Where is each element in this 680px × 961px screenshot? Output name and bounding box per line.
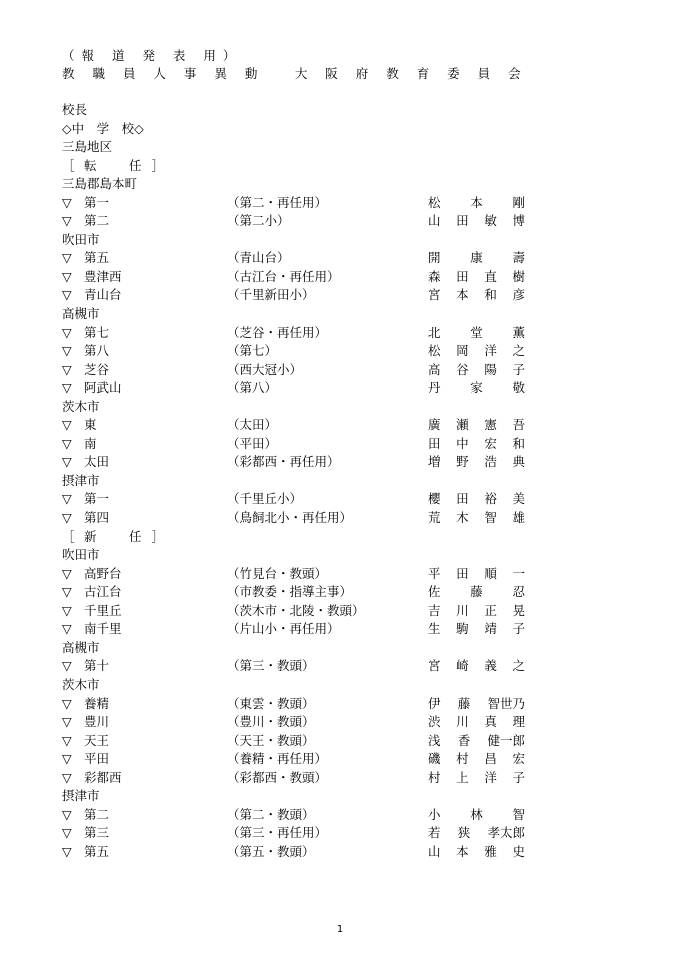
person-name: 宮 崎 義 之 [428,658,525,674]
person-name: 丹 家 敬 [428,380,525,396]
school-name: 第七 [84,324,110,340]
school-name: 第三 [84,825,110,841]
previous-post: （茨木市・北陵・教頭） [227,602,365,618]
previous-post: （第三・再任用） [227,825,328,841]
school-name: 千里丘 [84,602,122,618]
school-name: 第一 [84,491,110,507]
triangle-bullet-icon: ▽ [62,584,72,600]
person-name: 廣 瀬 憲 吾 [428,417,525,433]
section-heading: 三島郡島本町 [62,176,138,192]
person-name: 伊 藤 智世乃 [428,695,525,711]
previous-post: （第七） [227,343,278,359]
school-name: 第二 [84,806,110,822]
person-name: 増 野 浩 典 [428,454,525,470]
school-name: 東 [84,417,97,433]
triangle-bullet-icon: ▽ [62,324,72,340]
person-name: 若 狭 孝太郎 [428,825,525,841]
person-name: 森 田 直 樹 [428,268,525,284]
bracket-open: ［ [62,528,75,544]
triangle-bullet-icon: ▽ [62,380,72,396]
previous-post: （千里丘小） [227,491,303,507]
triangle-bullet-icon: ▽ [62,732,72,748]
section-heading: ◇中 学 校◇ [62,120,144,136]
school-name: 第十 [84,658,110,674]
triangle-bullet-icon: ▽ [62,565,72,581]
person-name: 平 田 順 一 [428,565,525,581]
section-heading: 吹田市 [62,547,100,563]
person-name: 佐 藤 忍 [428,584,525,600]
bracket-close: ］ [151,157,165,173]
document-title: 教 職 員 人 事 異 動 大 阪 府 教 育 委 員 会 [62,66,528,81]
personnel-row [62,657,532,676]
previous-post: （芝谷・再任用） [227,324,328,340]
category-label: 新 任 [84,528,152,544]
school-name: 第五 [84,250,110,266]
person-name: 松 本 剛 [428,194,525,210]
personnel-row [62,490,532,509]
personnel-list [62,101,532,861]
previous-post: （第五・教頭） [227,843,315,859]
school-name: 青山台 [84,287,122,303]
section-heading: 吹田市 [62,231,100,247]
personnel-row [62,806,532,825]
category-label: 転 任 [84,157,152,173]
previous-post: （第二・再任用） [227,194,328,210]
previous-post: （豊川・教頭） [227,714,315,730]
person-name: 生 駒 靖 子 [428,621,525,637]
triangle-bullet-icon: ▽ [62,454,72,470]
previous-post: （平田） [227,435,278,451]
category-heading [62,528,532,547]
previous-post: （東雲・教頭） [227,695,315,711]
personnel-row [62,713,532,732]
personnel-row [62,602,532,621]
school-name: 第一 [84,194,110,210]
school-name: 平田 [84,751,110,767]
section-heading: 摂津市 [62,472,100,488]
section-heading: 高槻市 [62,639,100,655]
personnel-row [62,416,532,435]
previous-post: （第二・教頭） [227,806,315,822]
previous-post: （彩都西・再任用） [227,454,340,470]
triangle-bullet-icon: ▽ [62,843,72,859]
person-name: 村 上 洋 子 [428,769,525,785]
person-name: 高 谷 陽 子 [428,361,525,377]
previous-post: （青山台） [227,250,290,266]
person-name: 浅 香 健一郎 [428,732,525,748]
school-name: 古江台 [84,584,122,600]
previous-post: （鳥飼北小・再任用） [227,510,353,526]
previous-post: （古江台・再任用） [227,268,340,284]
triangle-bullet-icon: ▽ [62,510,72,526]
personnel-row [62,268,532,287]
personnel-row [62,361,532,380]
personnel-row [62,342,532,361]
person-name: 吉 川 正 晃 [428,602,525,618]
personnel-row [62,324,532,343]
person-name: 山 本 雅 史 [428,843,525,859]
triangle-bullet-icon: ▽ [62,213,72,229]
personnel-row [62,695,532,714]
person-name: 宮 本 和 彦 [428,287,525,303]
triangle-bullet-icon: ▽ [62,417,72,433]
previous-post: （養精・再任用） [227,751,328,767]
category-heading [62,157,532,176]
triangle-bullet-icon: ▽ [62,435,72,451]
school-name: 太田 [84,454,110,470]
school-name: 養精 [84,695,110,711]
personnel-row [62,750,532,769]
personnel-row [62,212,532,231]
school-name: 南 [84,435,97,451]
person-name: 小 林 智 [428,806,525,822]
previous-post: （第二小） [227,213,290,229]
personnel-row [62,565,532,584]
person-name: 渋 川 真 理 [428,714,525,730]
personnel-row [62,620,532,639]
school-name: 第八 [84,343,110,359]
school-name: 高野台 [84,565,122,581]
section-heading: 茨木市 [62,398,100,414]
previous-post: （天王・教頭） [227,732,315,748]
person-name: 田 中 宏 和 [428,435,525,451]
triangle-bullet-icon: ▽ [62,825,72,841]
person-name: 磯 村 昌 宏 [428,751,525,767]
school-name: 第四 [84,510,110,526]
school-name: 南千里 [84,621,122,637]
personnel-row [62,732,532,751]
personnel-row [62,843,532,862]
school-name: 豊津西 [84,268,122,284]
personnel-row [62,769,532,788]
triangle-bullet-icon: ▽ [62,250,72,266]
previous-post: （彩都西・教頭） [227,769,328,785]
bracket-close: ］ [151,528,165,544]
triangle-bullet-icon: ▽ [62,268,72,284]
personnel-row [62,435,532,454]
previous-post: （竹見台・教頭） [227,565,328,581]
personnel-row [62,509,532,528]
person-name: 北 堂 薫 [428,324,525,340]
person-name: 荒 木 智 雄 [428,510,525,526]
school-name: 第五 [84,843,110,859]
personnel-row [62,453,532,472]
previous-post: （西大冠小） [227,361,303,377]
triangle-bullet-icon: ▽ [62,287,72,303]
page-number: 1 [336,924,344,935]
section-heading: 高槻市 [62,306,100,322]
triangle-bullet-icon: ▽ [62,806,72,822]
section-heading: 校長 [62,102,88,117]
triangle-bullet-icon: ▽ [62,695,72,711]
triangle-bullet-icon: ▽ [62,491,72,507]
triangle-bullet-icon: ▽ [62,714,72,730]
triangle-bullet-icon: ▽ [62,658,72,674]
school-name: 彩都西 [84,769,122,785]
school-name: 芝谷 [84,361,110,377]
previous-post: （市教委・指導主事） [227,584,353,600]
person-name: 山 田 敏 博 [428,213,525,229]
triangle-bullet-icon: ▽ [62,602,72,618]
triangle-bullet-icon: ▽ [62,361,72,377]
previous-post: （第八） [227,380,278,396]
bracket-open: ［ [62,157,75,173]
school-name: 第二 [84,213,110,229]
school-name: 阿武山 [84,380,122,396]
triangle-bullet-icon: ▽ [62,194,72,210]
person-name: 櫻 田 裕 美 [428,491,525,507]
previous-post: （片山小・再任用） [227,621,340,637]
personnel-row [62,583,532,602]
person-name: 開 康 壽 [428,250,525,266]
personnel-row [62,379,532,398]
previous-post: （第三・教頭） [227,658,315,674]
section-heading: 茨木市 [62,676,100,692]
previous-post: （千里新田小） [227,287,315,303]
school-name: 天王 [84,732,110,748]
personnel-row [62,824,532,843]
triangle-bullet-icon: ▽ [62,751,72,767]
previous-post: （太田） [227,417,278,433]
triangle-bullet-icon: ▽ [62,769,72,785]
personnel-row [62,194,532,213]
person-name: 松 岡 洋 之 [428,343,525,359]
school-name: 豊川 [84,714,110,730]
section-heading: 摂津市 [62,788,100,804]
triangle-bullet-icon: ▽ [62,621,72,637]
press-release-label: （報 道 発 表 用） [62,48,243,63]
section-heading: 三島地区 [62,139,113,155]
personnel-row [62,249,532,268]
triangle-bullet-icon: ▽ [62,343,72,359]
personnel-row [62,286,532,305]
